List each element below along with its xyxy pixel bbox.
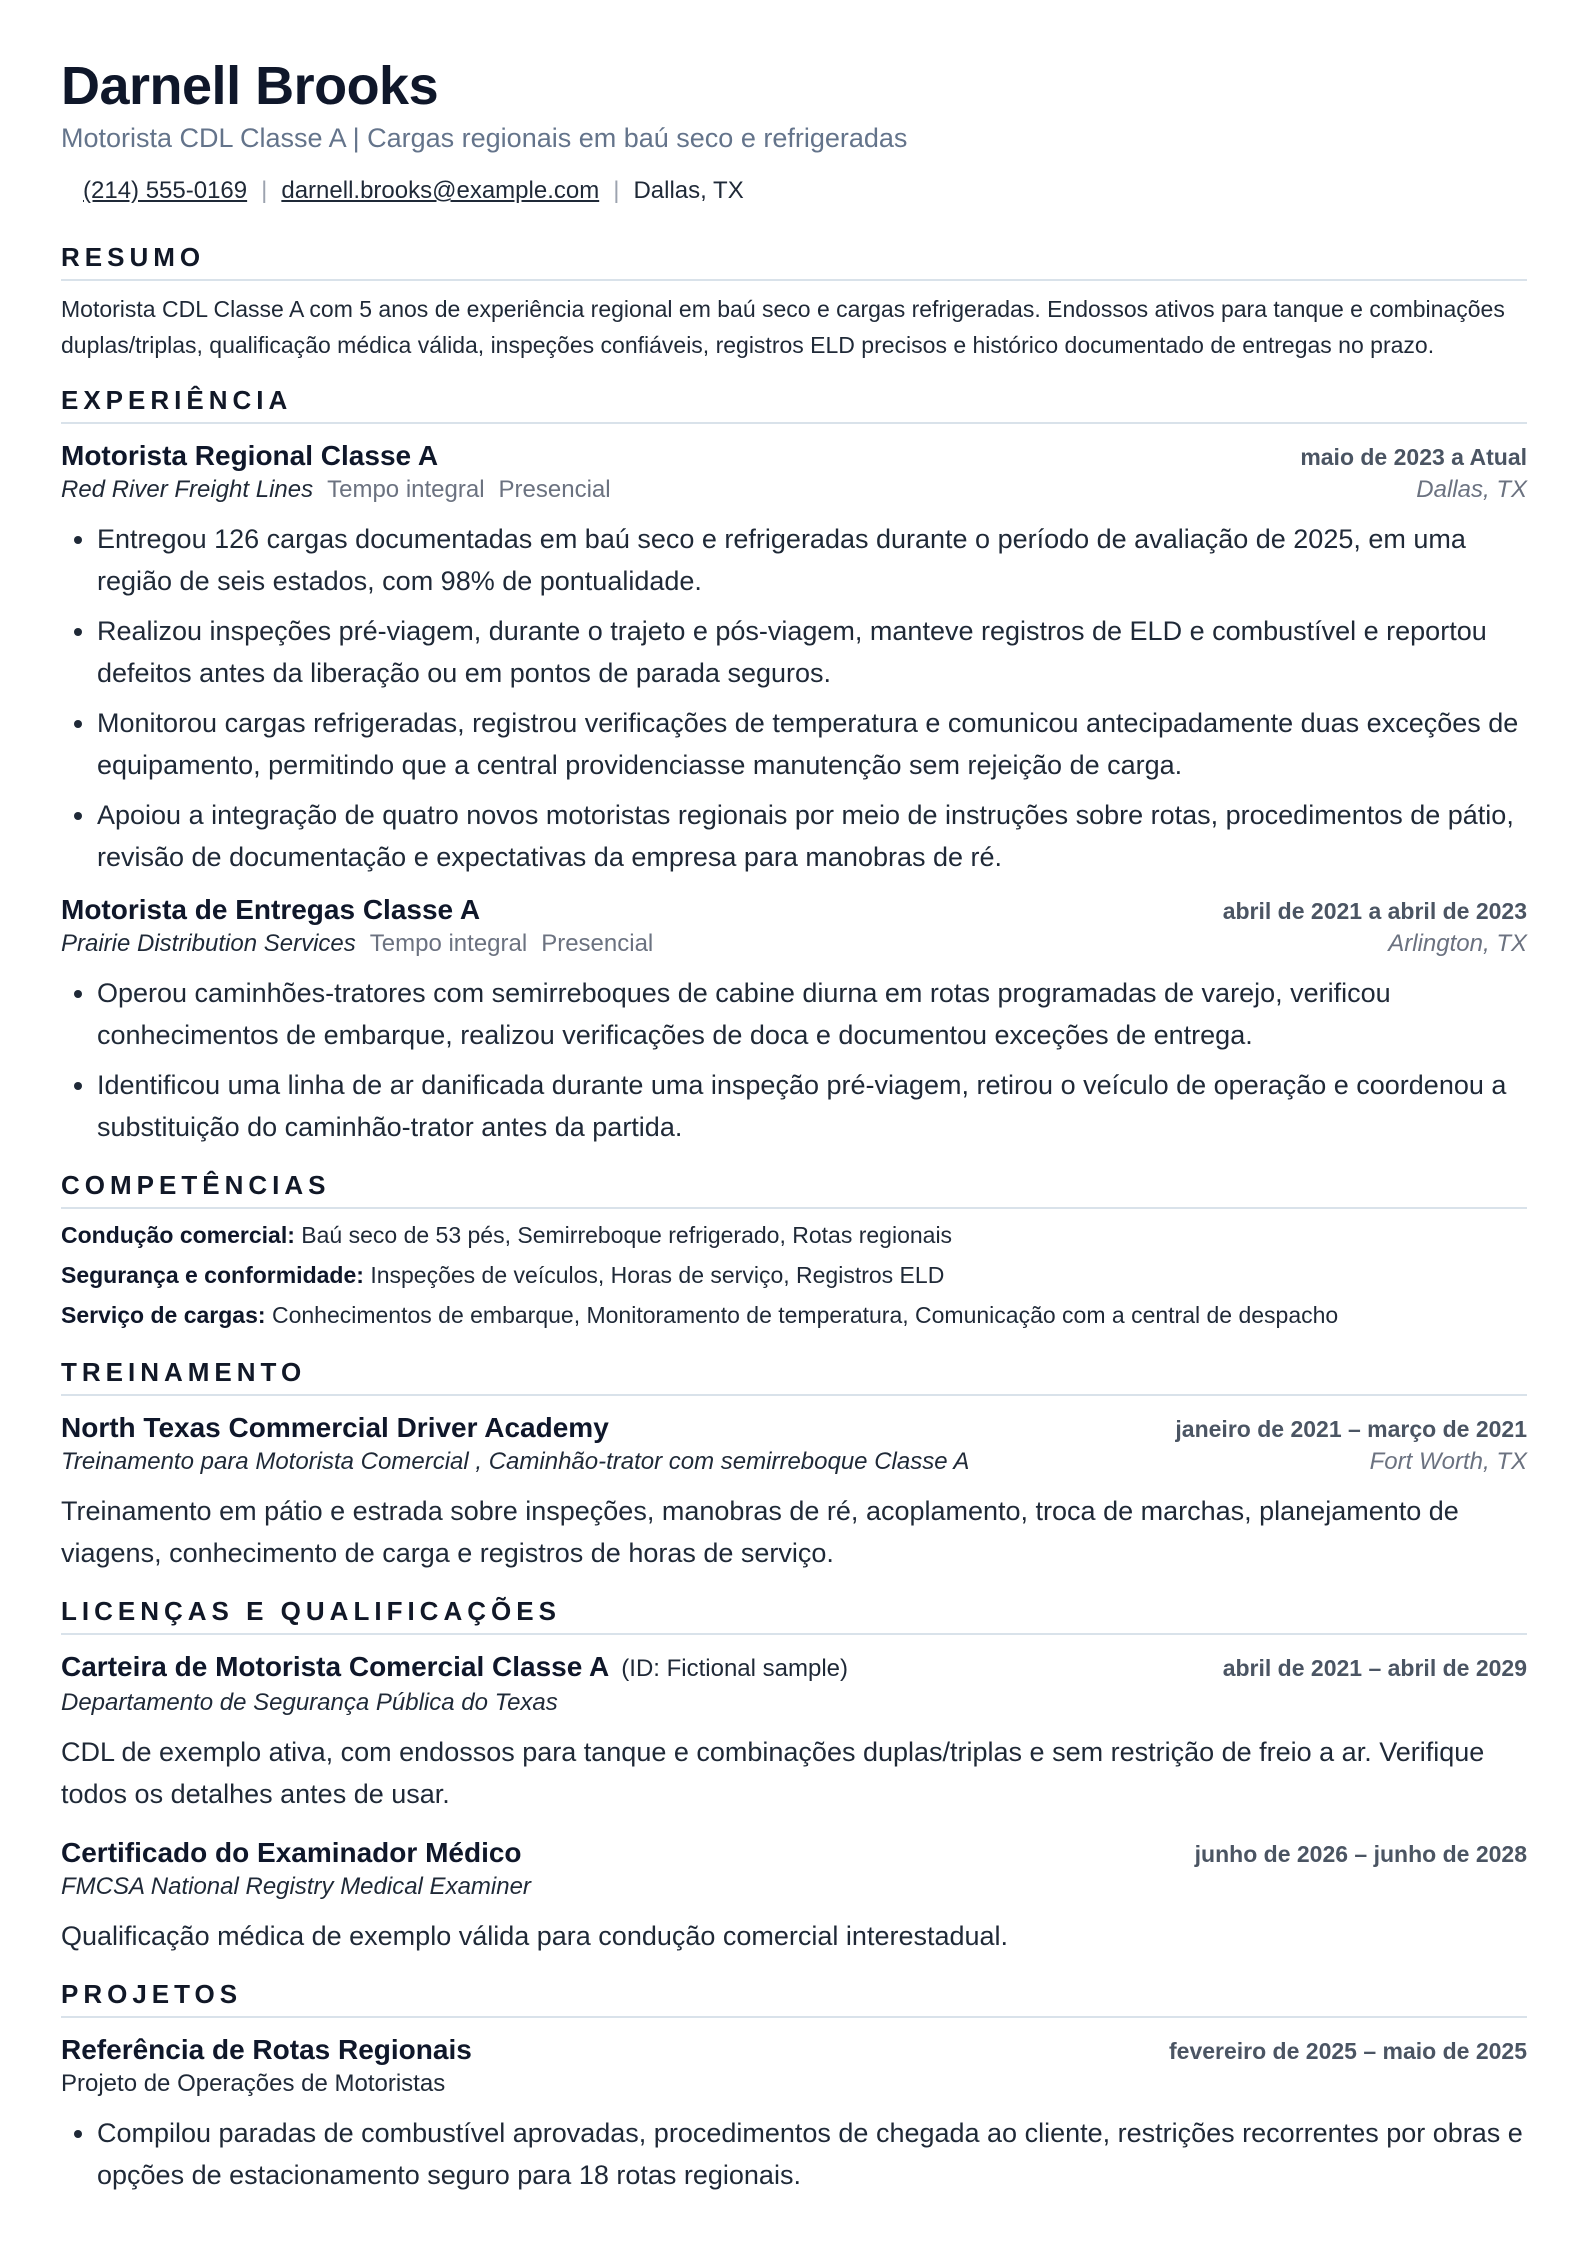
training-program: Treinamento para Motorista Comercial , Caminhão-trator com semirreboque Classe A (61, 1448, 970, 1475)
list-item: • Compilou paradas de combustível aprovadas, procedimentos de chegada ao cliente, restrições recorrentes por obras e opções de estacionamento seguro para 18 rotas regionais. (97, 2112, 1527, 2196)
list-item: • Apoiou a integração de quatro novos motoristas regionais por meio de instruções sobre rotas, procedimentos de pátio, revisão de documentação e expectativas da empresa para manobras de ré. (97, 794, 1527, 878)
license-dates: abril de 2021 – abril de 2029 (1222, 1655, 1527, 1681)
license-issuer: FMCSA National Registry Medical Examiner (61, 1873, 531, 1900)
training-entry (61, 1410, 1527, 1574)
license-description: CDL de exemplo ativa, com endossos para tanque e combinações duplas/triplas e sem restrição de freio a ar. Verifique todos os detalhes antes de usar. (61, 1737, 1485, 1809)
license-issuer: Departamento de Segurança Pública do Texas (61, 1689, 558, 1716)
job-mode: Presencial (541, 930, 654, 957)
project-entry (61, 2032, 1527, 2196)
license-entry (61, 1649, 1527, 1815)
job-location: Arlington, TX (1388, 930, 1527, 957)
license-description: Qualificação médica de exemplo válida para condução comercial interestadual. (61, 1921, 1009, 1951)
summary-section (61, 242, 1527, 363)
license-name: Carteira de Motorista Comercial Classe A (61, 1651, 610, 1682)
section-title-training: TREINAMENTO (61, 1357, 1527, 1396)
skill-label: Condução comercial: (61, 1222, 295, 1248)
job-company: Red River Freight Lines (61, 476, 314, 503)
skill-label: Segurança e conformidade: (61, 1262, 364, 1288)
license-dates: junho de 2026 – junho de 2028 (1194, 1841, 1527, 1867)
project-subtitle: Projeto de Operações de Motoristas (61, 2070, 446, 2097)
headline: Motorista CDL Classe A | Cargas regionais em baú seco e refrigeradas (61, 123, 908, 153)
skill-value: Inspeções de veículos, Horas de serviço, Registros ELD (370, 1262, 945, 1288)
skill-value: Conhecimentos de embarque, Monitoramento de temperatura, Comunicação com a central de despacho (271, 1302, 1339, 1328)
email-link[interactable]: darnell.brooks@example.com (281, 177, 600, 204)
section-title-skills: COMPETÊNCIAS (61, 1170, 1527, 1209)
job-title: Motorista Regional Classe A (61, 440, 439, 471)
job-bullets (61, 518, 1527, 878)
contact-separator: | (613, 177, 620, 204)
project-bullets (61, 2112, 1527, 2196)
summary-text: Motorista CDL Classe A com 5 anos de experiência regional em baú seco e cargas refrigeradas. Endossos ativos para tanque e combinações duplas/triplas, qualificação médica válida, inspeções confiáveis, registros ELD precisos e histórico documentado de entregas no prazo. (61, 296, 1505, 358)
job-bullets (61, 972, 1527, 1148)
license-id-note: (ID: Fictional sample) (621, 1655, 849, 1682)
job-dates: maio de 2023 a Atual (1300, 444, 1527, 470)
job-dates: abril de 2021 a abril de 2023 (1222, 898, 1527, 924)
experience-section (61, 385, 1527, 1148)
skill-label: Serviço de cargas: (61, 1302, 266, 1328)
job-entry (61, 438, 1527, 878)
job-type: Tempo integral (327, 476, 485, 503)
job-mode: Presencial (498, 476, 611, 503)
job-company: Prairie Distribution Services (61, 930, 356, 957)
section-title-licenses: LICENÇAS E QUALIFICAÇÕES (61, 1596, 1527, 1635)
job-location: Dallas, TX (1416, 476, 1527, 503)
list-item: • Operou caminhões-tratores com semirreboques de cabine diurna em rotas programadas de varejo, verificou conhecimentos de embarque, realizou verificações de doca e documentou exceções de entrega. (97, 972, 1527, 1056)
skill-row (61, 1295, 1527, 1335)
list-item: • Monitorou cargas refrigeradas, registrou verificações de temperatura e comunicou antecipadamente duas exceções de equipamento, permitindo que a central providenciasse manutenção sem rejeição de carga. (97, 702, 1527, 786)
candidate-name: Darnell Brooks (61, 56, 439, 116)
section-title-experience: EXPERIÊNCIA (61, 385, 1527, 424)
location-text: Dallas, TX (633, 177, 744, 204)
project-dates: fevereiro de 2025 – maio de 2025 (1169, 2038, 1527, 2064)
training-location: Fort Worth, TX (1369, 1448, 1527, 1475)
license-name: Certificado do Examinador Médico (61, 1837, 522, 1868)
list-item: • Identificou uma linha de ar danificada durante uma inspeção pré-viagem, retirou o veículo de operação e coordenou a substituição do caminhão-trator antes da partida. (97, 1064, 1527, 1148)
license-entry (61, 1835, 1527, 1957)
training-description: Treinamento em pátio e estrada sobre inspeções, manobras de ré, acoplamento, troca de marchas, planejamento de viagens, conhecimento de carga e registros de horas de serviço. (61, 1496, 1459, 1568)
skill-row (61, 1215, 1527, 1255)
contact-line (61, 176, 1527, 206)
contact-separator: | (261, 177, 268, 204)
skills-section (61, 1170, 1527, 1335)
skill-row (61, 1255, 1527, 1295)
job-entry (61, 892, 1527, 1148)
school-name: North Texas Commercial Driver Academy (61, 1412, 609, 1443)
licenses-section (61, 1596, 1527, 1957)
training-dates: janeiro de 2021 – março de 2021 (1175, 1416, 1527, 1442)
phone-link[interactable]: (214) 555-0169 (83, 177, 248, 204)
job-type: Tempo integral (369, 930, 528, 957)
projects-section (61, 1979, 1527, 2196)
training-section (61, 1357, 1527, 1574)
skill-value: Baú seco de 53 pés, Semirreboque refrigerado, Rotas regionais (301, 1222, 953, 1248)
section-title-summary: RESUMO (61, 242, 1527, 281)
list-item: • Realizou inspeções pré-viagem, durante o trajeto e pós-viagem, manteve registros de ELD e combustível e reportou defeitos antes da liberação ou em pontos de parada seguros. (97, 610, 1527, 694)
section-title-projects: PROJETOS (61, 1979, 1527, 2018)
job-title: Motorista de Entregas Classe A (61, 894, 481, 925)
list-item: • Entregou 126 cargas documentadas em baú seco e refrigeradas durante o período de avaliação de 2025, em uma região de seis estados, com 98% de pontualidade. (97, 518, 1527, 602)
project-name: Referência de Rotas Regionais (61, 2034, 472, 2065)
